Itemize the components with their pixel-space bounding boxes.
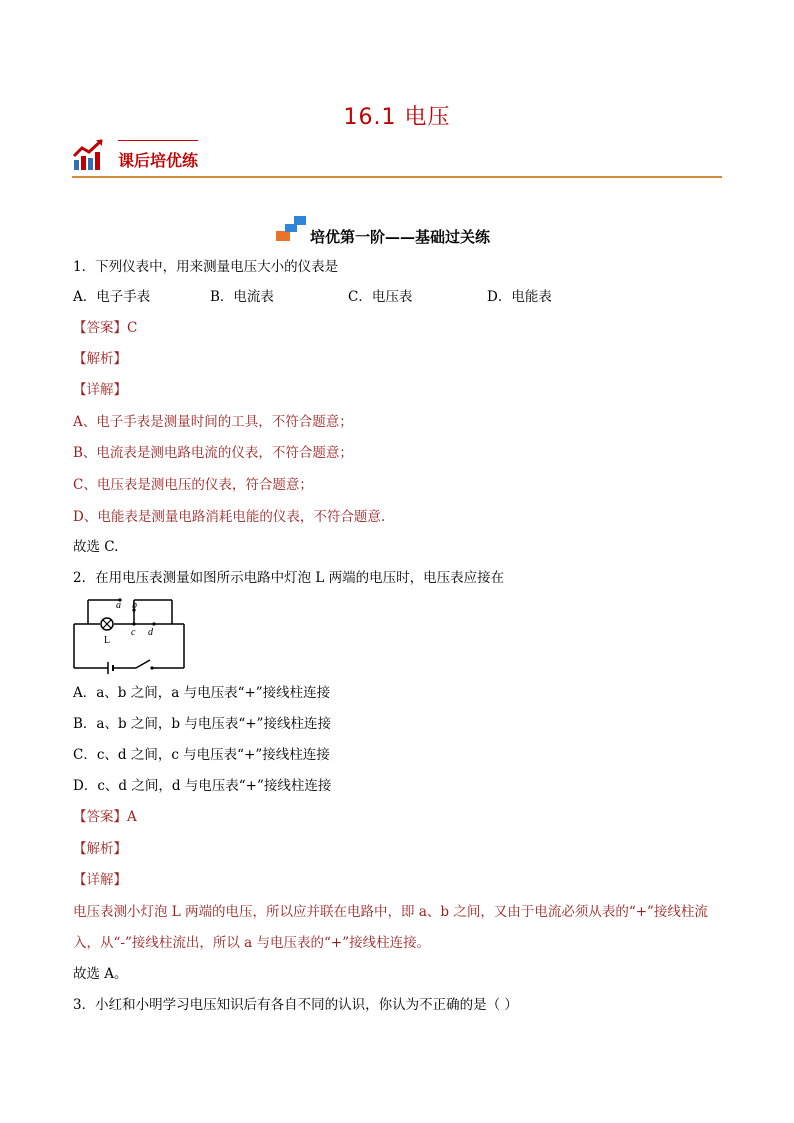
q2-option-c: C．c、d 之间，c 与电压表“+”接线柱连接 xyxy=(73,747,330,763)
steps-icon xyxy=(276,214,310,242)
q1-detail-a: A、电子手表是测量时间的工具，不符合题意； xyxy=(73,414,353,430)
q2-detail-line2: 入，从“-”接线柱流出，所以 a 与电压表的“+”接线柱连接。 xyxy=(73,935,431,951)
q1-option-c: C．电压表 xyxy=(348,289,413,305)
q1-detail-label: 【详解】 xyxy=(73,382,127,398)
q2-option-a: A．a、b 之间，a 与电压表“+”接线柱连接 xyxy=(73,685,331,701)
answer-label: 【答案】 xyxy=(73,809,127,825)
label-d: d xyxy=(148,627,153,638)
q1-stem: 1．下列仪表中，用来测量电压大小的仪表是 xyxy=(73,259,339,275)
q1-option-d: D．电能表 xyxy=(487,289,552,305)
header-divider xyxy=(72,176,722,178)
chart-logo-icon xyxy=(72,136,108,172)
answer-value: C xyxy=(127,320,138,336)
header-accent-line xyxy=(118,140,198,141)
q2-detail-label: 【详解】 xyxy=(73,872,127,888)
q1-answer xyxy=(73,319,137,337)
circuit-diagram xyxy=(72,596,190,676)
label-a: a xyxy=(116,600,121,611)
q1-detail-d: D、电能表是测量电路消耗电能的仪表，不符合题意. xyxy=(73,509,386,525)
q2-option-b: B．a、b 之间，b 与电压表“+”接线柱连接 xyxy=(73,716,331,732)
header-label: 课后培优练 xyxy=(118,151,199,170)
label-b: b xyxy=(132,600,137,611)
q2-option-d: D．c、d 之间，d 与电压表“+”接线柱连接 xyxy=(73,778,332,794)
q1-conclusion: 故选 C. xyxy=(73,539,119,555)
q2-analysis-label: 【解析】 xyxy=(73,841,127,857)
q1-detail-b: B、电流表是测电路电流的仪表，不符合题意； xyxy=(73,445,353,461)
q2-conclusion: 故选 A。 xyxy=(73,966,128,982)
label-c: c xyxy=(131,627,136,638)
q1-option-b: B．电流表 xyxy=(210,289,274,305)
answer-label: 【答案】 xyxy=(73,320,127,336)
q2-answer xyxy=(73,808,137,826)
answer-value: A xyxy=(127,809,137,825)
q1-option-a: A．电子手表 xyxy=(73,289,151,305)
q1-analysis-label: 【解析】 xyxy=(73,351,127,367)
q1-detail-c: C、电压表是测电压的仪表，符合题意； xyxy=(73,477,313,493)
page-title: 16.1 电压 xyxy=(343,105,451,130)
section-title: 培优第一阶——基础过关练 xyxy=(310,228,491,246)
q2-detail-line1: 电压表测小灯泡 L 两端的电压，所以应并联在电路中，即 a、b 之间，又由于电流必须从表的“+”接线柱流 xyxy=(73,904,708,920)
q2-stem: 2．在用电压表测量如图所示电路中灯泡 L 两端的电压时，电压表应接在 xyxy=(73,570,505,586)
label-L: L xyxy=(104,635,111,646)
q3-stem: 3．小红和小明学习电压知识后有各自不同的认识，你认为不正确的是（ ） xyxy=(73,997,518,1013)
